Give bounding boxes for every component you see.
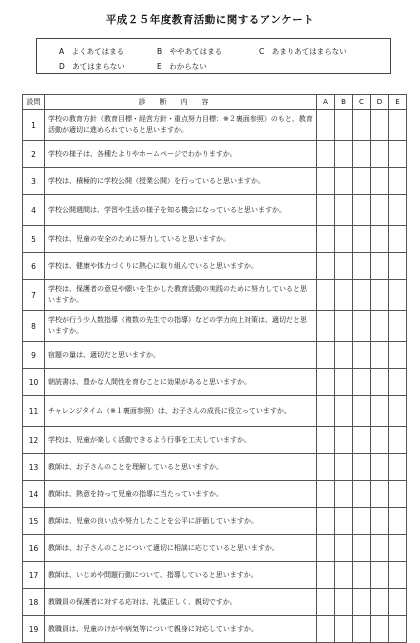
header-number: 設問 — [23, 95, 45, 110]
table-row — [23, 311, 407, 342]
question-number: 9 — [23, 342, 45, 369]
answer-cell-d[interactable] — [371, 253, 389, 280]
answer-cell-c[interactable] — [353, 141, 371, 168]
answer-cell-a[interactable] — [317, 369, 335, 396]
answer-cell-d[interactable] — [371, 168, 389, 195]
answer-cell-d[interactable] — [371, 535, 389, 562]
question-text: 朝読書は、豊かな人間性を育むことに効果があると思いますか。 — [45, 369, 317, 396]
table-row — [23, 141, 407, 168]
table-row — [23, 342, 407, 369]
answer-cell-c[interactable] — [353, 253, 371, 280]
question-number: 6 — [23, 253, 45, 280]
answer-cell-d[interactable] — [371, 141, 389, 168]
header-b: B — [335, 95, 353, 110]
table-header-row — [23, 95, 407, 110]
question-text: 学校は、児童が楽しく活動できるよう行事を工夫していますか。 — [45, 427, 317, 454]
answer-cell-c[interactable] — [353, 168, 371, 195]
question-text: 宿題の量は、適切だと思いますか。 — [45, 342, 317, 369]
answer-cell-e[interactable] — [389, 616, 407, 643]
answer-cell-d[interactable] — [371, 508, 389, 535]
answer-cell-b[interactable] — [335, 195, 353, 226]
table-row — [23, 454, 407, 481]
answer-cell-a[interactable] — [317, 195, 335, 226]
header-question: 診断内容 — [45, 95, 317, 110]
question-text: 学校公開週間は、学習や生活の様子を知る機会になっていると思いますか。 — [45, 195, 317, 226]
answer-cell-b[interactable] — [335, 342, 353, 369]
legend-option-d: D あてはまらない — [59, 62, 125, 71]
answer-cell-e[interactable] — [389, 589, 407, 616]
answer-cell-e[interactable] — [389, 311, 407, 342]
question-text: 教師は、熱意を持って児童の指導に当たっていますか。 — [45, 481, 317, 508]
answer-cell-d[interactable] — [371, 562, 389, 589]
header-a: A — [317, 95, 335, 110]
answer-cell-e[interactable] — [389, 481, 407, 508]
answer-cell-d[interactable] — [371, 589, 389, 616]
answer-cell-a[interactable] — [317, 253, 335, 280]
answer-cell-b[interactable] — [335, 616, 353, 643]
question-number: 3 — [23, 168, 45, 195]
answer-cell-e[interactable] — [389, 195, 407, 226]
answer-cell-c[interactable] — [353, 280, 371, 311]
answer-cell-a[interactable] — [317, 616, 335, 643]
question-text: 教師は、いじめや問題行動について、指導していると思いますか。 — [45, 562, 317, 589]
legend-option-c: C あまりあてはまらない — [259, 47, 347, 56]
table-row — [23, 195, 407, 226]
answer-cell-d[interactable] — [371, 226, 389, 253]
question-text: 学校の様子は、各種たよりやホームページでわかりますか。 — [45, 141, 317, 168]
question-text: 学校は、児童の安全のために努力していると思いますか。 — [45, 226, 317, 253]
answer-cell-a[interactable] — [317, 396, 335, 427]
table-row — [23, 616, 407, 643]
table-row — [23, 110, 407, 141]
answer-cell-e[interactable] — [389, 369, 407, 396]
answer-cell-d[interactable] — [371, 369, 389, 396]
question-number: 16 — [23, 535, 45, 562]
answer-cell-a[interactable] — [317, 280, 335, 311]
question-text: 教職員は、児童のけがや病気等について親身に対応していますか。 — [45, 616, 317, 643]
answer-cell-c[interactable] — [353, 195, 371, 226]
table-row — [23, 226, 407, 253]
table-row — [23, 168, 407, 195]
answer-cell-e[interactable] — [389, 141, 407, 168]
answer-cell-b[interactable] — [335, 141, 353, 168]
question-number: 10 — [23, 369, 45, 396]
answer-cell-a[interactable] — [317, 562, 335, 589]
question-text: 学校は、保護者の意見や願いを生かした教育活動の実践のために努力していると思いますか。 — [45, 280, 317, 311]
answer-cell-c[interactable] — [353, 369, 371, 396]
answer-cell-b[interactable] — [335, 253, 353, 280]
answer-cell-a[interactable] — [317, 141, 335, 168]
question-text: 学校は、健康や体力づくりに熱心に取り組んでいると思いますか。 — [45, 253, 317, 280]
table-row — [23, 369, 407, 396]
answer-cell-e[interactable] — [389, 427, 407, 454]
table-row — [23, 508, 407, 535]
answer-cell-b[interactable] — [335, 280, 353, 311]
answer-cell-a[interactable] — [317, 481, 335, 508]
question-number: 2 — [23, 141, 45, 168]
answer-cell-b[interactable] — [335, 168, 353, 195]
answer-cell-d[interactable] — [371, 280, 389, 311]
answer-cell-e[interactable] — [389, 342, 407, 369]
answer-cell-e[interactable] — [389, 226, 407, 253]
answer-cell-d[interactable] — [371, 396, 389, 427]
question-number: 1 — [23, 110, 45, 141]
question-number: 5 — [23, 226, 45, 253]
answer-cell-c[interactable] — [353, 342, 371, 369]
answer-cell-e[interactable] — [389, 168, 407, 195]
answer-cell-e[interactable] — [389, 280, 407, 311]
answer-cell-e[interactable] — [389, 562, 407, 589]
answer-cell-c[interactable] — [353, 311, 371, 342]
answer-cell-a[interactable] — [317, 110, 335, 141]
answer-cell-b[interactable] — [335, 427, 353, 454]
question-number: 18 — [23, 589, 45, 616]
answer-cell-d[interactable] — [371, 311, 389, 342]
answer-cell-b[interactable] — [335, 589, 353, 616]
header-e: E — [389, 95, 407, 110]
legend-option-a: A よくあてはまる — [59, 47, 125, 56]
answer-cell-e[interactable] — [389, 535, 407, 562]
answer-cell-b[interactable] — [335, 508, 353, 535]
answer-cell-d[interactable] — [371, 454, 389, 481]
question-text: 学校が行う少人数指導（複数の先生での指導）などの学力向上対策は、適切だと思いますか。 — [45, 311, 317, 342]
answer-cell-a[interactable] — [317, 427, 335, 454]
table-row — [23, 481, 407, 508]
answer-cell-c[interactable] — [353, 616, 371, 643]
question-number: 4 — [23, 195, 45, 226]
answer-cell-b[interactable] — [335, 311, 353, 342]
answer-cell-a[interactable] — [317, 168, 335, 195]
answer-cell-c[interactable] — [353, 226, 371, 253]
answer-cell-c[interactable] — [353, 508, 371, 535]
question-number: 11 — [23, 396, 45, 427]
question-text: 学校は、積極的に学校公開（授業公開）を行っていると思いますか。 — [45, 168, 317, 195]
question-text: チャレンジタイム（※１裏面参照）は、お子さんの成長に役立っていますか。 — [45, 396, 317, 427]
answer-cell-d[interactable] — [371, 342, 389, 369]
table-row — [23, 253, 407, 280]
answer-cell-b[interactable] — [335, 396, 353, 427]
question-number: 13 — [23, 454, 45, 481]
answer-cell-a[interactable] — [317, 508, 335, 535]
answer-cell-b[interactable] — [335, 562, 353, 589]
legend-option-e: E わからない — [157, 62, 207, 71]
answer-cell-e[interactable] — [389, 454, 407, 481]
answer-cell-b[interactable] — [335, 226, 353, 253]
answer-cell-b[interactable] — [335, 481, 353, 508]
survey-table — [22, 94, 407, 643]
question-text: 教職員の保護者に対する応対は、礼儀正しく、親切ですか。 — [45, 589, 317, 616]
answer-legend — [36, 38, 391, 74]
answer-cell-c[interactable] — [353, 535, 371, 562]
answer-cell-e[interactable] — [389, 253, 407, 280]
question-number: 8 — [23, 311, 45, 342]
question-number: 15 — [23, 508, 45, 535]
answer-cell-e[interactable] — [389, 110, 407, 141]
answer-cell-d[interactable] — [371, 195, 389, 226]
table-row — [23, 396, 407, 427]
answer-cell-c[interactable] — [353, 110, 371, 141]
answer-cell-c[interactable] — [353, 562, 371, 589]
answer-cell-c[interactable] — [353, 396, 371, 427]
answer-cell-a[interactable] — [317, 589, 335, 616]
answer-cell-d[interactable] — [371, 110, 389, 141]
answer-cell-b[interactable] — [335, 535, 353, 562]
answer-cell-b[interactable] — [335, 454, 353, 481]
answer-cell-e[interactable] — [389, 396, 407, 427]
question-number: 17 — [23, 562, 45, 589]
answer-cell-c[interactable] — [353, 481, 371, 508]
answer-cell-d[interactable] — [371, 481, 389, 508]
table-row — [23, 280, 407, 311]
answer-cell-a[interactable] — [317, 454, 335, 481]
header-c: C — [353, 95, 371, 110]
answer-cell-d[interactable] — [371, 616, 389, 643]
question-text: 学校の教育方針（教育目標・経営方針・重点努力目標：※２裏面参照）のもと、教育活動が適切に進められていると思いますか。 — [45, 110, 317, 141]
question-text: 教師は、お子さんのことを理解していると思いますか。 — [45, 454, 317, 481]
answer-cell-d[interactable] — [371, 427, 389, 454]
answer-cell-a[interactable] — [317, 535, 335, 562]
answer-cell-a[interactable] — [317, 226, 335, 253]
answer-cell-a[interactable] — [317, 311, 335, 342]
answer-cell-c[interactable] — [353, 589, 371, 616]
header-d: D — [371, 95, 389, 110]
question-number: 7 — [23, 280, 45, 311]
answer-cell-b[interactable] — [335, 110, 353, 141]
answer-cell-c[interactable] — [353, 454, 371, 481]
answer-cell-b[interactable] — [335, 369, 353, 396]
question-number: 12 — [23, 427, 45, 454]
question-number: 14 — [23, 481, 45, 508]
table-row — [23, 535, 407, 562]
table-row — [23, 427, 407, 454]
answer-cell-c[interactable] — [353, 427, 371, 454]
answer-cell-a[interactable] — [317, 342, 335, 369]
page-title: 平成２５年度教育活動に関するアンケート — [105, 14, 315, 26]
question-number: 19 — [23, 616, 45, 643]
table-row — [23, 589, 407, 616]
legend-option-b: B ややあてはまる — [157, 47, 223, 56]
answer-cell-e[interactable] — [389, 508, 407, 535]
question-text: 教師は、お子さんのことについて適切に相談に応じていると思いますか。 — [45, 535, 317, 562]
question-text: 教師は、児童の良い点や努力したことを公平に評価していますか。 — [45, 508, 317, 535]
table-row — [23, 562, 407, 589]
